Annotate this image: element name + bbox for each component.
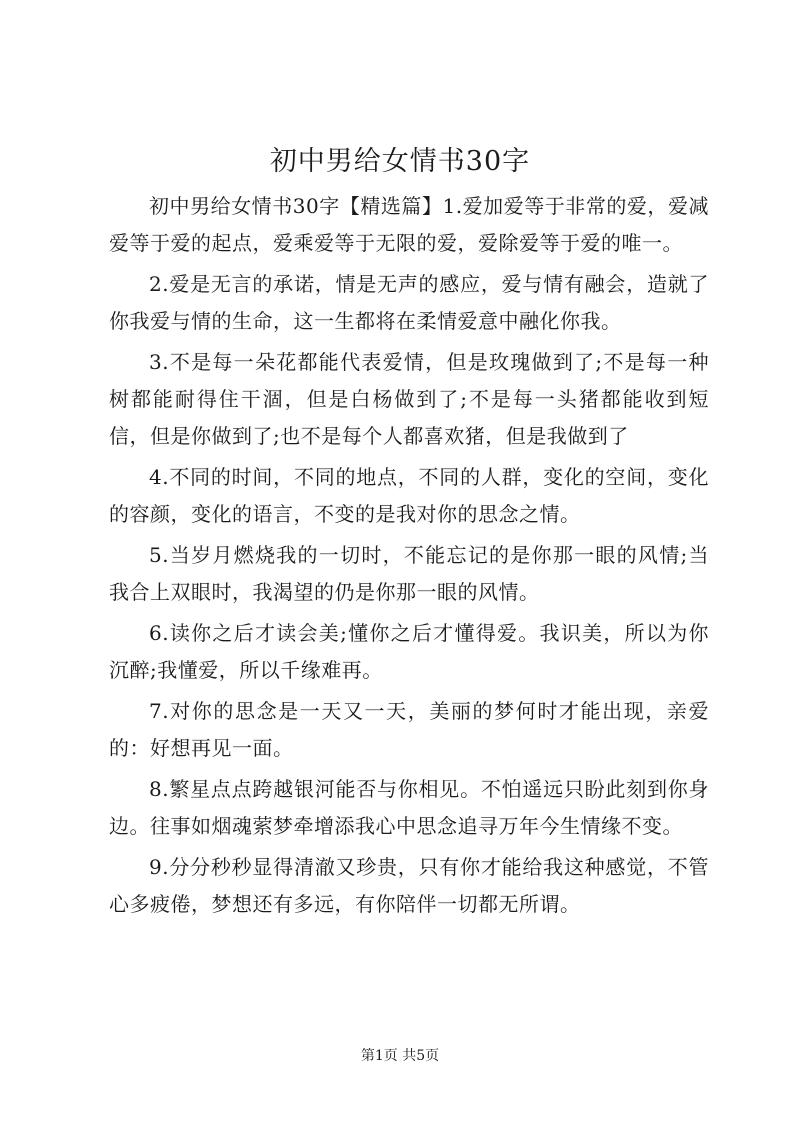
paragraph-5: 5.当岁月燃烧我的一切时，不能忘记的是你那一眼的风情;当我合上双眼时，我渴望的仍是你那一眼的风情。 — [109, 543, 709, 604]
paragraph-2: 2.爱是无言的承诺，情是无声的感应，爱与情有融会，造就了你我爱与情的生命，这一生都将在柔情爱意中融化你我。 — [109, 272, 709, 333]
paragraph-1: 初中男给女情书30字【精选篇】1.爱加爱等于非常的爱，爱减爱等于爱的起点，爱乘爱等于无限的爱，爱除爱等于爱的唯一。 — [109, 194, 709, 255]
paragraph-6: 6.读你之后才读会美;懂你之后才懂得爱。我识美，所以为你沉醉;我懂爱，所以千缘难再。 — [109, 621, 709, 682]
page-number-footer: 第1页 共5页 — [360, 1048, 440, 1064]
paragraph-8: 8.繁星点点跨越银河能否与你相见。不怕遥远只盼此刻到你身边。往事如烟魂萦梦牵增添我心中思念追寻万年今生情缘不变。 — [109, 777, 709, 838]
paragraph-7: 7.对你的思念是一天又一天，美丽的梦何时才能出现，亲爱的：好想再见一面。 — [109, 699, 709, 760]
paragraph-9: 9.分分秒秒显得清澈又珍贵，只有你才能给我这种感觉，不管心多疲倦，梦想还有多远，有你陪伴一切都无所谓。 — [109, 855, 709, 916]
document-title: 初中男给女情书30字 — [269, 146, 531, 177]
document-body — [109, 188, 709, 923]
paragraph-4: 4.不同的时间，不同的地点，不同的人群，变化的空间，变化的容颜，变化的语言，不变的是我对你的思念之情。 — [109, 465, 709, 526]
paragraph-3: 3.不是每一朵花都能代表爱情，但是玫瑰做到了;不是每一种树都能耐得住干涸，但是白杨做到了;不是每一头猪都能收到短信，但是你做到了;也不是每个人都喜欢猪，但是我做到了 — [109, 350, 709, 448]
